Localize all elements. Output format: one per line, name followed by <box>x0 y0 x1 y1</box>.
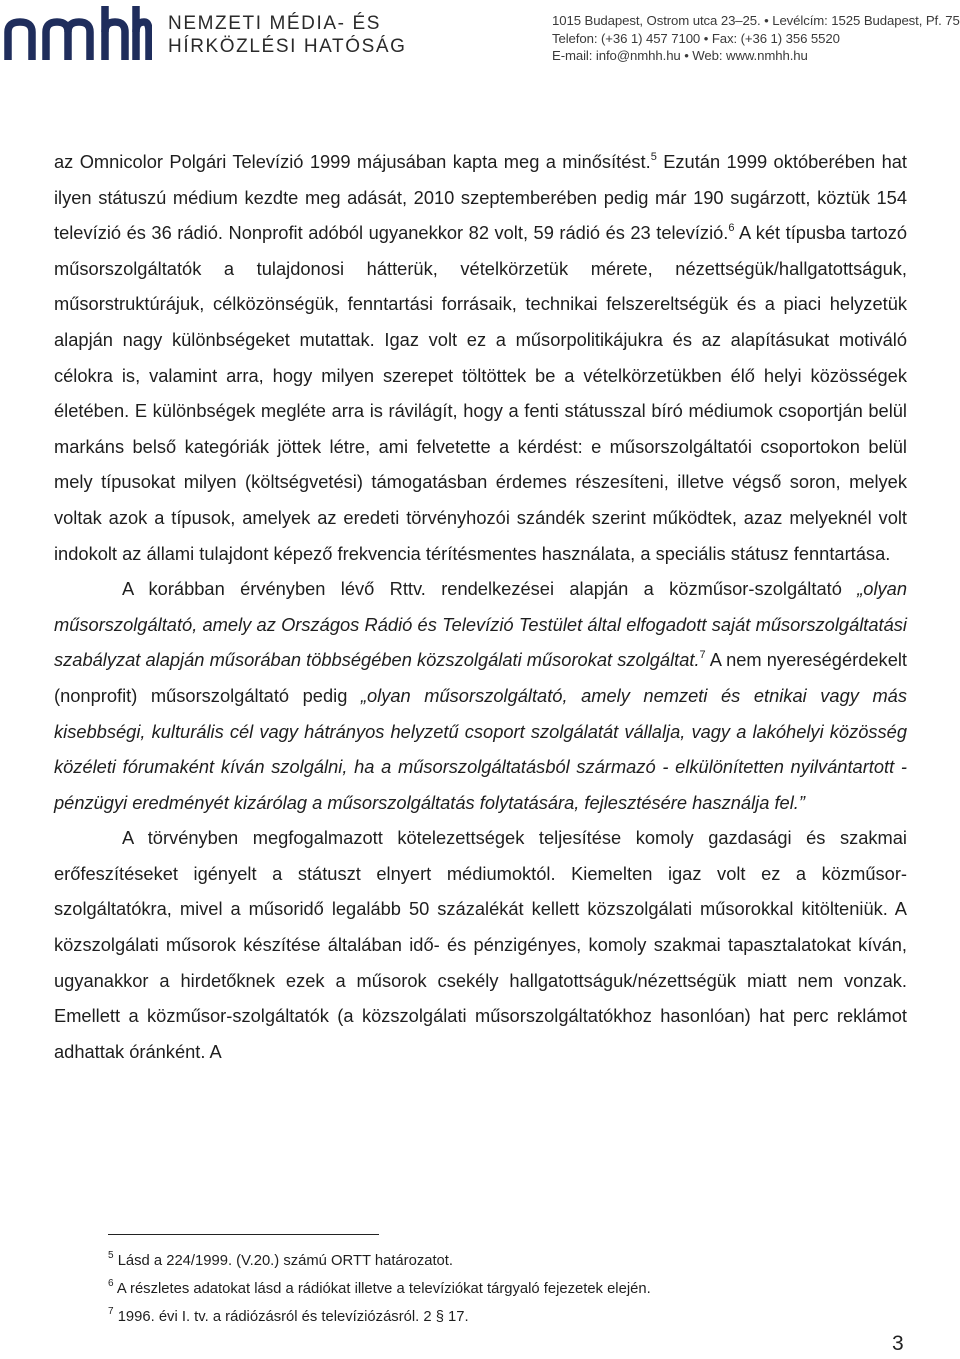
footnote-7 <box>108 1303 651 1331</box>
paragraph-1-sentence-2: Ezután 1999 októberében hat ilyen státuszú médium kezdte meg adását, 2010 szeptemberében pedig már 190 sugárzott, köztük 154 televízió és 36 rádió. Nonprofit adóból ugyanekkor 82 volt, 59 rádió és 23 televízió. <box>54 151 907 244</box>
page-number: 3 <box>892 1332 904 1355</box>
footnote-text: Lásd a 224/1999. (V.20.) számú ORTT határozatot. <box>117 1253 454 1269</box>
contact-email-web: E-mail: info@nmhh.hu • Web: www.nmhh.hu <box>552 48 808 63</box>
paragraph-1 <box>54 144 907 571</box>
contact-phone: Telefon: (+36 1) 457 7100 • Fax: (+36 1) 356 5520 <box>552 30 840 46</box>
footnote-number: 5 <box>108 1250 114 1262</box>
paragraph-2-intro: A korábban érvényben lévő Rttv. rendelkezései alapján a közműsor-szolgáltató <box>122 578 858 600</box>
quote-kozmusor: „olyan műsorszolgáltató, amely az Országos Rádió és Televízió Testület által elfogadott saját műsorszolgáltatási szabályzat alapján műsorában többségében közszolgálati műsorokat szolgáltat. <box>54 578 907 671</box>
footnote-5 <box>108 1247 651 1275</box>
footnotes <box>108 1247 651 1331</box>
organization-name <box>168 12 407 58</box>
quote-nonprofit: „olyan műsorszolgáltató, amely nemzeti és etnikai vagy más kisebbségi, kulturális cél vagy hátrányos helyzetű csoport szolgálatát vállalja, vagy a lakóhelyi közösség közéleti fórumaként kíván szolgálni, ha a műsorszolgáltatásból származó - elkülönítetten nyilvántartott - pénzügyi eredményét kizárólag a műsorszolgáltatás folytatására, fejlesztésére használja fel.” <box>54 684 907 813</box>
nmhh-logo <box>2 2 152 64</box>
footnote-6 <box>108 1275 651 1303</box>
contact-address: 1015 Budapest, Ostrom utca 23–25. • Levélcím: 1525 Budapest, Pf. 75 <box>552 13 960 28</box>
footnote-ref-5[interactable]: 5 <box>650 150 657 163</box>
paragraph-2-middle: A nem nyereségérdekelt (nonprofit) műsorszolgáltató pedig <box>54 649 908 706</box>
org-name-line2: HÍRKÖZLÉSI HATÓSÁG <box>168 36 407 57</box>
org-name-line1: NEMZETI MÉDIA- ÉS <box>168 13 381 34</box>
footnote-text: A részletes adatokat lásd a rádiókat illetve a televíziókat tárgyaló fejezetek elején. <box>116 1281 651 1297</box>
paragraph-1-sentence-1: az Omnicolor Polgári Televízió 1999 májusában kapta meg a minősítést. <box>54 151 651 172</box>
footnote-separator <box>108 1234 379 1235</box>
footnote-number: 6 <box>108 1278 114 1290</box>
footnote-text: 1996. évi I. tv. a rádiózásról és televíziózásról. 2 § 17. <box>117 1309 469 1325</box>
footnote-number: 7 <box>108 1306 114 1318</box>
footnote-ref-7[interactable]: 7 <box>699 649 706 662</box>
document-body <box>54 144 907 1069</box>
contact-block <box>552 12 960 65</box>
paragraph-2 <box>54 571 907 820</box>
paragraph-1-sentence-3: A két típusba tartozó műsorszolgáltatók a tulajdonosi hátterük, vételkörzetük mérete, nézettségük/hallgatottságuk, műsorstruktúrájuk, célközönségük, fenntartási forrásaik, technikai felszereltségük és a piaci helyzetük alapján nagy különbségeket mutattak. Igaz volt ez a műsorpolitikájukra és az alapításukat motiváló célokra is, valamint arra, hogy milyen szerepet töltöttek be a vételkörzetükben élő helyi közösségek életében. E különbségek megléte arra is rávilágít, hogy a fenti státusszal bíró médiumok csoportján belül markáns belső kategóriák jöttek létre, ami felvetette a kérdést: e műsorszolgáltatói csoportokon belül mely típusokat milyen (költségvetési) támogatásban érdemes részesíteni, illetve végső soron, melyek voltak azok a típusok, amelyek az eredeti törvényhozói szándék szerint működtek, azaz melyeknél volt indokolt az állami tulajdont képező frekvencia térítésmentes használata, a speciális státusz fenntartása. <box>54 222 908 564</box>
paragraph-3: A törvényben megfogalmazott kötelezettségek teljesítése komoly gazdasági és szakmai erőfeszítéseket igényelt a státuszt elnyert médiumoktól. Kiemelten igaz volt ez a közműsor-szolgáltatókra, mivel a műsoridő legalább 50 százalékát kellett közszolgálati műsorokkal kitölteniük. A közszolgálati műsorok készítése általában idő- és pénzigényes, komoly szakmai tapasztalatokat kíván, ugyanakkor a hirdetőknek ezek a műsorok csekély hallgatottságuk/nézettségük miatt nem vonzak. Emellett a közműsor-szolgáltatók (a közszolgálati műsorszolgáltatókhoz hasonlóan) hat perc reklámot adhattak óránként. A <box>54 827 907 1062</box>
footnote-ref-6[interactable]: 6 <box>728 222 735 235</box>
